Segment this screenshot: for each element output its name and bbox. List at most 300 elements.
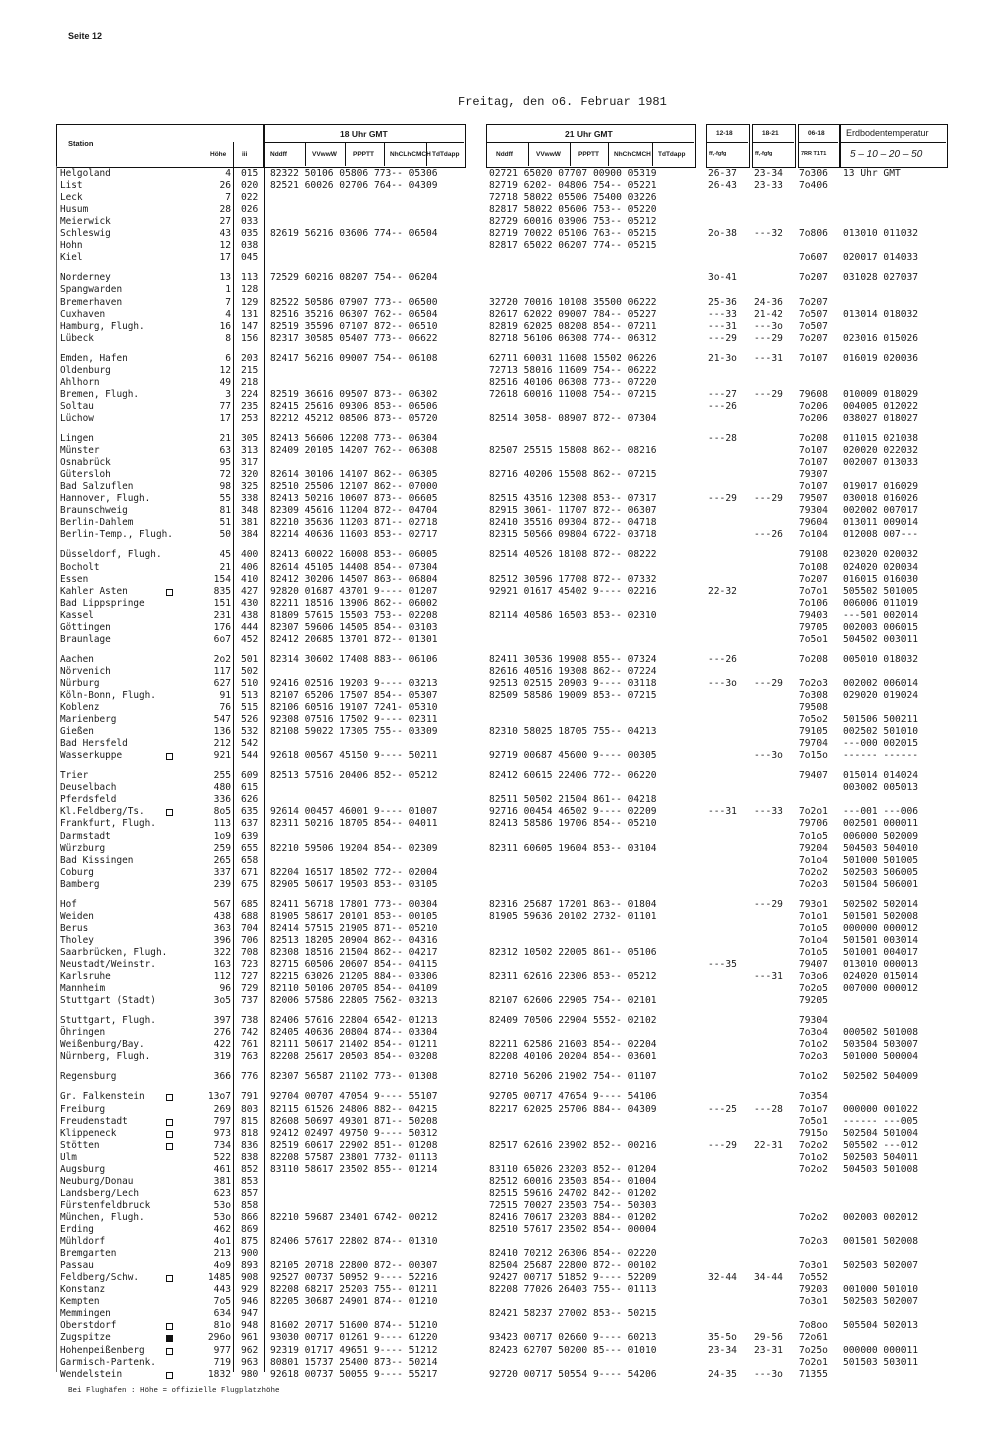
soil-temperature: 501506 500211 xyxy=(843,714,919,725)
station-name: Deuselbach xyxy=(60,782,117,793)
temp-06-18: 7o1o5 xyxy=(799,947,828,958)
soil-temperature: 020020 022032 xyxy=(843,445,919,456)
station-name: Aachen xyxy=(60,654,94,665)
temp-18-21: ---33 xyxy=(754,806,783,817)
temp-06-18: 79304 xyxy=(799,1015,828,1026)
soil-temperature: 000000 000012 xyxy=(843,923,919,934)
station-index: 761 xyxy=(241,1039,259,1050)
obs-18-gmt: 82317 30585 05407 773-- 06622 xyxy=(270,333,438,344)
temp-06-18: 7o354 xyxy=(799,1091,828,1102)
obs-18-gmt: 82322 50106 05806 773-- 05306 xyxy=(270,168,438,179)
station-index: 131 xyxy=(241,309,259,320)
soil-temperature: 030018 016026 xyxy=(843,493,919,504)
header-gmt21: 21 Uhr GMT xyxy=(565,129,613,139)
soil-temperature: 010009 018029 xyxy=(843,389,919,400)
temp-18-21: 22-31 xyxy=(754,1140,783,1151)
obs-18-gmt: 82115 61526 24806 882-- 04215 xyxy=(270,1104,438,1115)
header-erdboden-depths: 5 – 10 – 20 – 50 xyxy=(850,149,923,160)
soil-temperature: 002501 000011 xyxy=(843,818,919,829)
soil-temperature: 002007 013033 xyxy=(843,457,919,468)
station-height: 55 xyxy=(219,493,231,504)
temp-06-18: 79403 xyxy=(799,610,828,621)
station-name: Fürstenfeldbruck xyxy=(60,1200,151,1211)
station-index: 526 xyxy=(241,714,259,725)
station-height: 337 xyxy=(213,867,231,878)
obs-21-gmt: 82617 62022 09007 784-- 05227 xyxy=(489,309,657,320)
station-height: 176 xyxy=(213,622,231,633)
station-index: 685 xyxy=(241,899,259,910)
soil-temperature: 019017 016029 xyxy=(843,481,919,492)
header-18-col2: VVwwW xyxy=(312,151,337,158)
station-height: 77 xyxy=(219,401,231,412)
station-index: 704 xyxy=(241,923,259,934)
obs-18-gmt: 82411 56718 17801 773-- 00304 xyxy=(270,899,438,910)
station-index: 510 xyxy=(241,678,259,689)
obs-18-gmt: 82413 60022 16008 853-- 06005 xyxy=(270,549,438,560)
obs-18-gmt: 82006 57586 22805 7562- 03213 xyxy=(270,995,438,1006)
temp-06-18: 79203 xyxy=(799,1284,828,1295)
station-index: 156 xyxy=(241,333,259,344)
station-name: Saarbrücken, Flugh. xyxy=(60,947,168,958)
station-height: 76 xyxy=(219,702,231,713)
station-name: Norderney xyxy=(60,272,111,283)
station-name: Zugspitze xyxy=(60,1332,111,1343)
temp-06-18: 7o1o5 xyxy=(799,831,828,842)
station-index: 022 xyxy=(241,192,259,203)
temp-18-21: 23-31 xyxy=(754,1345,783,1356)
station-name: Helgoland xyxy=(60,168,111,179)
station-name: Emden, Hafen xyxy=(60,353,128,364)
station-name: Hohenpeißenberg xyxy=(60,1345,145,1356)
obs-21-gmt: 82413 58586 19706 854-- 05210 xyxy=(489,818,657,829)
temp-06-18: 79508 xyxy=(799,702,828,713)
temp-12-18: ---35 xyxy=(708,959,737,970)
temp-18-21: 21-42 xyxy=(754,309,783,320)
station-name: Gr. Falkenstein xyxy=(60,1091,145,1102)
station-index: 400 xyxy=(241,549,259,560)
soil-temperature: 501501 502008 xyxy=(843,911,919,922)
station-name: Bocholt xyxy=(60,562,100,573)
mountain-station-square-icon xyxy=(166,1143,173,1150)
station-height: 719 xyxy=(213,1357,231,1368)
station-index: 727 xyxy=(241,971,259,982)
temp-12-18: 2o-38 xyxy=(708,228,737,239)
header-21-col4: NhChCMCH xyxy=(614,151,651,158)
station-name: Regensburg xyxy=(60,1071,117,1082)
temp-18-21: ---29 xyxy=(754,333,783,344)
station-name: Frankfurt, Flugh. xyxy=(60,818,156,829)
soil-temperature: 023020 020032 xyxy=(843,549,919,560)
obs-18-gmt: 92614 00457 46001 9---- 01007 xyxy=(270,806,438,817)
station-name: Mühldorf xyxy=(60,1236,106,1247)
station-name: Ulm xyxy=(60,1152,77,1163)
station-name: Hamburg, Flugh. xyxy=(60,321,145,332)
obs-21-gmt: 82718 56106 06308 774-- 06312 xyxy=(489,333,657,344)
soil-temperature: 002502 501010 xyxy=(843,726,919,737)
header-18-col5: TdTdapp xyxy=(432,151,460,158)
obs-18-gmt: 82307 56587 21102 773-- 01308 xyxy=(270,1071,438,1082)
report-date: Freitag, den o6. Februar 1981 xyxy=(458,95,667,109)
station-height: 96 xyxy=(219,983,231,994)
obs-18-gmt: 82522 50586 07907 773-- 06500 xyxy=(270,297,438,308)
obs-21-gmt: 82729 60016 03906 753-- 05212 xyxy=(489,216,657,227)
station-name: Nürburg xyxy=(60,678,100,689)
header-gmt18: 18 Uhr GMT xyxy=(340,129,388,139)
station-name: Konstanz xyxy=(60,1284,106,1295)
temp-06-18: 7o2o3 xyxy=(799,678,828,689)
station-name: Erding xyxy=(60,1224,94,1235)
temp-06-18: 7o206 xyxy=(799,401,828,412)
station-name: Ahlhorn xyxy=(60,377,100,388)
soil-temperature: 002002 007017 xyxy=(843,505,919,516)
obs-18-gmt: 82405 40636 20804 874-- 03304 xyxy=(270,1027,438,1038)
header-21-col3: PPPTT xyxy=(578,151,599,158)
soil-temperature: 000502 501008 xyxy=(843,1027,919,1038)
obs-18-gmt: 82108 59022 17305 755-- 03309 xyxy=(270,726,438,737)
station-index: 609 xyxy=(241,770,259,781)
station-name: Memmingen xyxy=(60,1308,111,1319)
soil-temperature: 023016 015026 xyxy=(843,333,919,344)
station-name: Freiburg xyxy=(60,1104,106,1115)
soil-temperature: 011015 021038 xyxy=(843,433,919,444)
header-station: Station xyxy=(68,139,94,148)
temp-12-18: 23-34 xyxy=(708,1345,737,1356)
temp-06-18: 7o1o4 xyxy=(799,935,828,946)
temp-06-18: 7o1o5 xyxy=(799,923,828,934)
station-height: 239 xyxy=(213,879,231,890)
soil-temperature: 006000 502009 xyxy=(843,831,919,842)
obs-18-gmt: 72529 60216 08207 754-- 06204 xyxy=(270,272,438,283)
station-name: Bad Salzuflen xyxy=(60,481,134,492)
station-name: Düsseldorf, Flugh. xyxy=(60,549,162,560)
temp-06-18: 79205 xyxy=(799,995,828,1006)
temp-12-18: 22-32 xyxy=(708,586,737,597)
station-height: 51 xyxy=(219,517,231,528)
obs-21-gmt: 82516 40106 06308 773-- 07220 xyxy=(489,377,657,388)
temp-12-18: 21-3o xyxy=(708,353,737,364)
station-index: 501 xyxy=(241,654,259,665)
obs-18-gmt: 82715 60506 20607 854-- 04115 xyxy=(270,959,438,970)
station-name: Bad Hersfeld xyxy=(60,738,128,749)
station-name: Bad Lippspringe xyxy=(60,598,145,609)
obs-18-gmt: 82208 57587 23801 7732- 01113 xyxy=(270,1152,438,1163)
temp-18-21: ---3o xyxy=(754,321,783,332)
temp-12-18: ---27 xyxy=(708,389,737,400)
temp-12-18: ---26 xyxy=(708,654,737,665)
header-18-col4: NhCLhCMCH xyxy=(390,151,431,158)
obs-21-gmt: 93423 00717 02660 9---- 60213 xyxy=(489,1332,657,1343)
obs-21-gmt: 82423 62707 50200 85--- 01010 xyxy=(489,1345,657,1356)
station-index: 532 xyxy=(241,726,259,737)
temp-06-18: 7o2o2 xyxy=(799,1140,828,1151)
station-name: Stuttgart, Flugh. xyxy=(60,1015,156,1026)
temp-06-18: 7o107 xyxy=(799,353,828,364)
soil-temperature: 001501 502008 xyxy=(843,1236,919,1247)
temp-18-21: 34-44 xyxy=(754,1272,783,1283)
station-index: 128 xyxy=(241,284,259,295)
temp-06-18: 7o2o1 xyxy=(799,806,828,817)
header-21-col5: TdTdapp xyxy=(658,151,686,158)
station-name: Kempten xyxy=(60,1296,100,1307)
station-index: 738 xyxy=(241,1015,259,1026)
temp-18-21: 29-56 xyxy=(754,1332,783,1343)
obs-18-gmt: 82211 18516 13906 862-- 06002 xyxy=(270,598,438,609)
station-name: Darmstadt xyxy=(60,831,111,842)
obs-18-gmt: 92527 00737 50952 9---- 52216 xyxy=(270,1272,438,1283)
station-index: 317 xyxy=(241,457,259,468)
temp-06-18: 7o5o1 xyxy=(799,1116,828,1127)
obs-18-gmt: 82215 63026 21205 884-- 03306 xyxy=(270,971,438,982)
station-height: 4o9 xyxy=(213,1260,231,1271)
soil-temperature: 005010 018032 xyxy=(843,654,919,665)
temp-06-18: 7o2o3 xyxy=(799,1051,828,1062)
station-index: 948 xyxy=(241,1320,259,1331)
temp-06-18: 7o308 xyxy=(799,690,828,701)
station-index: 615 xyxy=(241,782,259,793)
obs-18-gmt: 82214 40636 11603 853-- 02717 xyxy=(270,529,438,540)
station-height: 462 xyxy=(213,1224,231,1235)
station-height: 547 xyxy=(213,714,231,725)
station-height: 45 xyxy=(219,549,231,560)
station-index: 542 xyxy=(241,738,259,749)
temp-06-18: 7o8oo xyxy=(799,1320,828,1331)
obs-18-gmt: 82210 35636 11203 871-- 02718 xyxy=(270,517,438,528)
temp-06-18: 7o2o2 xyxy=(799,867,828,878)
station-height: 1832 xyxy=(207,1369,231,1380)
station-height: 480 xyxy=(213,782,231,793)
soil-temperature: 002003 006015 xyxy=(843,622,919,633)
station-index: 900 xyxy=(241,1248,259,1259)
soil-temperature: 016019 020036 xyxy=(843,353,919,364)
header-18-col1: Nddff xyxy=(270,151,287,158)
station-index: 438 xyxy=(241,610,259,621)
soil-temperature: 002002 006014 xyxy=(843,678,919,689)
obs-21-gmt: 72618 60016 11008 754-- 07215 xyxy=(489,389,657,400)
obs-18-gmt: 82110 50106 20705 854-- 04109 xyxy=(270,983,438,994)
station-height: 154 xyxy=(213,574,231,585)
soil-temperature: ---501 002014 xyxy=(843,610,919,621)
station-height: 113 xyxy=(213,818,231,829)
obs-18-gmt: 82208 25617 20503 854-- 03208 xyxy=(270,1051,438,1062)
obs-21-gmt: 82421 58237 27002 853-- 50215 xyxy=(489,1308,657,1319)
soil-temperature: 502503 504011 xyxy=(843,1152,919,1163)
station-index: 723 xyxy=(241,959,259,970)
station-height: 1o9 xyxy=(213,831,231,842)
station-index: 513 xyxy=(241,690,259,701)
station-height: 12 xyxy=(219,365,231,376)
obs-18-gmt: 82415 25616 09306 853-- 06506 xyxy=(270,401,438,412)
obs-18-gmt: 82204 16517 18502 772-- 02004 xyxy=(270,867,438,878)
soil-temperature: 502503 502007 xyxy=(843,1296,919,1307)
soil-temperature: 505504 502013 xyxy=(843,1320,919,1331)
obs-18-gmt: 82107 65206 17507 854-- 05307 xyxy=(270,690,438,701)
station-index: 020 xyxy=(241,180,259,191)
station-name: Marienberg xyxy=(60,714,117,725)
soil-temperature: 013010 000013 xyxy=(843,959,919,970)
station-index: 963 xyxy=(241,1357,259,1368)
temp-06-18: 71355 xyxy=(799,1369,828,1380)
station-height: 4o1 xyxy=(213,1236,231,1247)
obs-18-gmt: 92618 00737 50055 9---- 55217 xyxy=(270,1369,438,1380)
obs-18-gmt: 82314 30602 17408 883-- 06106 xyxy=(270,654,438,665)
obs-21-gmt: 82208 77026 26403 755-- 01113 xyxy=(489,1284,657,1295)
soil-temperature: 012008 007--- xyxy=(843,529,919,540)
station-height: 973 xyxy=(213,1128,231,1139)
obs-21-gmt: 81905 59636 20102 2732- 01101 xyxy=(489,911,657,922)
station-height: 28 xyxy=(219,204,231,215)
soil-temperature: 504503 501008 xyxy=(843,1164,919,1175)
soil-temperature: 029020 019024 xyxy=(843,690,919,701)
temp-06-18: 7o2o3 xyxy=(799,879,828,890)
station-height: 231 xyxy=(213,610,231,621)
soil-temperature: 031028 027037 xyxy=(843,272,919,283)
station-name: Leck xyxy=(60,192,83,203)
mountain-station-square-icon xyxy=(166,1094,173,1101)
station-height: 461 xyxy=(213,1164,231,1175)
obs-21-gmt: 82514 40526 18108 872-- 08222 xyxy=(489,549,657,560)
obs-18-gmt: 82516 35216 06307 762-- 06504 xyxy=(270,309,438,320)
temp-12-18: ---25 xyxy=(708,1104,737,1115)
temp-06-18: 79604 xyxy=(799,517,828,528)
temp-06-18: 7o208 xyxy=(799,654,828,665)
station-index: 836 xyxy=(241,1140,259,1151)
station-name: Kiel xyxy=(60,252,83,263)
station-index: 129 xyxy=(241,297,259,308)
station-name: Lübeck xyxy=(60,333,94,344)
station-index: 038 xyxy=(241,240,259,251)
obs-18-gmt: 92704 00707 47054 9---- 55107 xyxy=(270,1091,438,1102)
soil-temperature: 502502 504009 xyxy=(843,1071,919,1082)
station-height: 7 xyxy=(225,297,231,308)
soil-temperature: 020017 014033 xyxy=(843,252,919,263)
station-name: Oldenburg xyxy=(60,365,111,376)
mountain-station-square-icon xyxy=(166,589,173,596)
temp-06-18: 7o507 xyxy=(799,321,828,332)
temp-18-21: ---3o xyxy=(754,1369,783,1380)
station-index: 113 xyxy=(241,272,259,283)
obs-18-gmt: 82208 68217 25203 755-- 01211 xyxy=(270,1284,438,1295)
temp-06-18: 7o2o3 xyxy=(799,1236,828,1247)
station-height: 634 xyxy=(213,1308,231,1319)
temp-12-18: 32-44 xyxy=(708,1272,737,1283)
obs-18-gmt: 83110 58617 23502 855-- 01214 xyxy=(270,1164,438,1175)
obs-21-gmt: 82515 59616 24702 842-- 01202 xyxy=(489,1188,657,1199)
soil-temperature: ---000 002015 xyxy=(843,738,919,749)
station-name: Hohn xyxy=(60,240,83,251)
station-height: 13 xyxy=(219,272,231,283)
station-name: Göttingen xyxy=(60,622,111,633)
temp-06-18: 7o207 xyxy=(799,574,828,585)
station-name: Würzburg xyxy=(60,843,106,854)
obs-21-gmt: 82211 62586 21603 854-- 02204 xyxy=(489,1039,657,1050)
station-name: Bremgarten xyxy=(60,1248,117,1259)
obs-18-gmt: 82311 50216 18705 854-- 04011 xyxy=(270,818,438,829)
station-index: 452 xyxy=(241,634,259,645)
temp-06-18: 7o3o1 xyxy=(799,1296,828,1307)
station-height: 212 xyxy=(213,738,231,749)
station-index: 338 xyxy=(241,493,259,504)
station-name: Soltau xyxy=(60,401,94,412)
obs-18-gmt: 81602 20717 51600 874-- 51210 xyxy=(270,1320,438,1331)
mountain-station-square-icon xyxy=(166,1372,173,1379)
soil-temperature: 504503 504010 xyxy=(843,843,919,854)
station-name: Pferdsfeld xyxy=(60,794,117,805)
station-index: 626 xyxy=(241,794,259,805)
station-name: Gießen xyxy=(60,726,94,737)
station-height: 255 xyxy=(213,770,231,781)
station-index: 857 xyxy=(241,1188,259,1199)
station-index: 253 xyxy=(241,413,259,424)
temp-06-18: 79108 xyxy=(799,549,828,560)
station-name: Kassel xyxy=(60,610,94,621)
obs-21-gmt: 82817 65022 06207 774-- 05215 xyxy=(489,240,657,251)
soil-temperature: 501001 004017 xyxy=(843,947,919,958)
obs-21-gmt: 62711 60031 11608 15502 06226 xyxy=(489,353,657,364)
temp-06-18: 79304 xyxy=(799,505,828,516)
station-height: 6o7 xyxy=(213,634,231,645)
temp-06-18: 7o107 xyxy=(799,481,828,492)
station-name: Nörvenich xyxy=(60,666,111,677)
station-height: 921 xyxy=(213,750,231,761)
temp-06-18: 72o61 xyxy=(799,1332,828,1343)
obs-18-gmt: 82406 57617 22802 874-- 01310 xyxy=(270,1236,438,1247)
station-name: Coburg xyxy=(60,867,94,878)
obs-21-gmt: 82312 10502 22005 861-- 05106 xyxy=(489,947,657,958)
station-index: 410 xyxy=(241,574,259,585)
obs-21-gmt: 82217 62025 25706 884-- 04309 xyxy=(489,1104,657,1115)
temp-12-18: 35-5o xyxy=(708,1332,737,1343)
station-height: 26 xyxy=(219,180,231,191)
soil-temperature: 015014 014024 xyxy=(843,770,919,781)
station-index: 235 xyxy=(241,401,259,412)
station-height: 4 xyxy=(225,309,231,320)
temp-12-18: ---3o xyxy=(708,678,737,689)
station-index: 406 xyxy=(241,562,259,573)
obs-21-gmt: 82410 70212 26306 854-- 02220 xyxy=(489,1248,657,1259)
temp-18-21: ---29 xyxy=(754,899,783,910)
station-name: Neustadt/Weinstr. xyxy=(60,959,156,970)
station-index: 853 xyxy=(241,1176,259,1187)
obs-18-gmt: 82413 50216 10607 873-- 06605 xyxy=(270,493,438,504)
soil-temperature: 502502 502014 xyxy=(843,899,919,910)
soil-temperature: 024020 020034 xyxy=(843,562,919,573)
soil-temperature: ------ ---005 xyxy=(843,1116,919,1127)
station-name: Lüchow xyxy=(60,413,94,424)
station-height: 53o xyxy=(213,1200,231,1211)
station-height: 12 xyxy=(219,240,231,251)
temp-06-18: 7o2o5 xyxy=(799,983,828,994)
temp-06-18: 7o2o2 xyxy=(799,1212,828,1223)
station-name: Braunschweig xyxy=(60,505,128,516)
station-index: 706 xyxy=(241,935,259,946)
soil-temperature: 007000 000012 xyxy=(843,983,919,994)
station-index: 729 xyxy=(241,983,259,994)
station-name: Mannheim xyxy=(60,983,106,994)
temp-18-21: ---3o xyxy=(754,750,783,761)
station-name: Münster xyxy=(60,445,100,456)
temp-06-18: 7o3o6 xyxy=(799,971,828,982)
station-name: Nürnberg, Flugh. xyxy=(60,1051,151,1062)
soil-temperature: 024020 015014 xyxy=(843,971,919,982)
temp-06-18: 79705 xyxy=(799,622,828,633)
station-height: 7 xyxy=(225,192,231,203)
station-index: 961 xyxy=(241,1332,259,1343)
temp-18-21: ---31 xyxy=(754,971,783,982)
station-index: 791 xyxy=(241,1091,259,1102)
obs-21-gmt: 72515 70027 23503 754-- 50303 xyxy=(489,1200,657,1211)
obs-21-gmt: 82509 58586 19009 853-- 07215 xyxy=(489,690,657,701)
temp-12-18: 26-43 xyxy=(708,180,737,191)
